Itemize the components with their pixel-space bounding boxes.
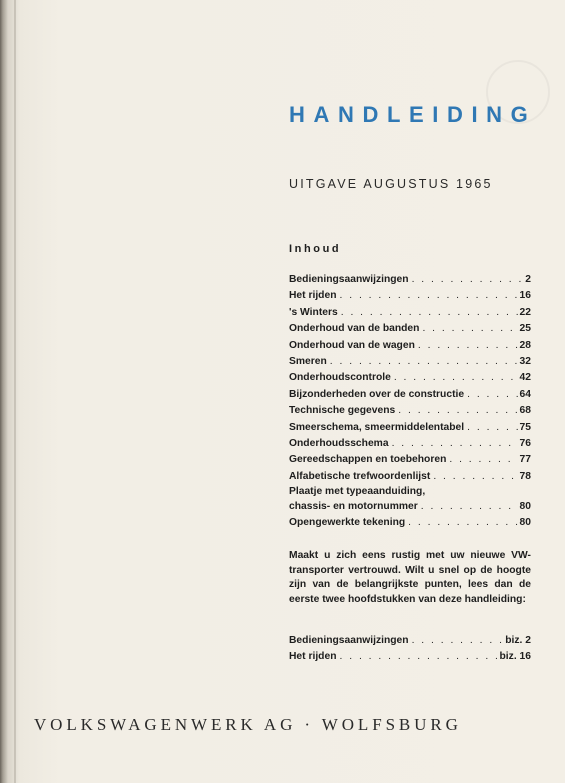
toc-entry[interactable] [289, 305, 531, 321]
toc-entry[interactable] [289, 420, 531, 436]
toc-dot-leader [340, 288, 518, 304]
toc-entry-label: Smeerschema, smeermiddelentabel [289, 421, 465, 433]
toc-entry-page: 80 [519, 517, 531, 529]
toc-dot-leader [398, 403, 517, 419]
toc-entry[interactable] [289, 321, 531, 337]
toc-entry-page: 77 [519, 454, 531, 466]
toc-entry-page: 80 [519, 501, 531, 513]
quick-reference-list [289, 633, 531, 666]
toc-dot-leader [412, 272, 524, 288]
toc-dot-leader [467, 387, 517, 403]
toc-entry[interactable] [289, 469, 531, 485]
toc-entry-page: 68 [519, 405, 531, 417]
toc-dot-leader [421, 499, 518, 515]
toc-entry-page: 42 [519, 372, 531, 384]
toc-entry[interactable] [289, 354, 531, 370]
toc-entry-label: Bijzonderheden over de constructie [289, 388, 465, 400]
toc-dot-leader [418, 338, 518, 354]
toc-entry[interactable] [289, 403, 531, 419]
toc-dot-leader [330, 354, 518, 370]
toc-entry-label: Onderhoudsschema [289, 437, 389, 449]
toc-dot-leader [433, 469, 517, 485]
toc-dot-leader [449, 452, 517, 468]
quick-ref-entry[interactable] [289, 649, 531, 665]
toc-entry-label: Onderhoud van de wagen [289, 339, 415, 351]
toc-entry-page: 75 [519, 421, 531, 433]
quick-ref-page: biz. 16 [499, 651, 531, 663]
toc-entry[interactable] [289, 370, 531, 386]
toc-entry-label: chassis- en motornummer [289, 501, 418, 513]
toc-entry-page: 22 [519, 306, 531, 318]
toc-entry-label: Technische gegevens [289, 405, 396, 417]
toc-entry[interactable] [289, 288, 531, 304]
quick-ref-page: biz. 2 [505, 634, 531, 646]
page-title: HANDLEIDING [289, 102, 537, 127]
toc-entry-page: 2 [525, 273, 531, 285]
toc-entry-page: 28 [519, 339, 531, 351]
toc-entry[interactable] [289, 515, 531, 531]
toc-entry-label: Bedieningsaanwijzingen [289, 273, 409, 285]
publisher-footer: VOLKSWAGENWERK AG · WOLFSBURG [34, 715, 462, 734]
toc-dot-leader [394, 370, 518, 386]
toc-entry-label: Onderhoud van de banden [289, 323, 420, 335]
toc-entry-label: Plaatje met typeaanduiding, [289, 486, 426, 498]
toc-entry-label: 's Winters [289, 306, 338, 318]
quick-ref-label: Bedieningsaanwijzingen [289, 634, 409, 646]
toc-dot-leader [340, 649, 498, 665]
contents-heading: Inhoud [289, 243, 342, 255]
toc-dot-leader [412, 633, 504, 649]
toc-entry-label: Het rijden [289, 290, 337, 302]
toc-dot-leader [408, 515, 517, 531]
toc-entry[interactable] [289, 499, 531, 515]
toc-dot-leader [341, 305, 518, 321]
toc-entry-first-line[interactable] [289, 485, 531, 499]
quick-ref-label: Het rijden [289, 651, 337, 663]
toc-entry-label: Onderhoudscontrole [289, 372, 391, 384]
toc-entry[interactable] [289, 452, 531, 468]
toc-entry-page: 32 [519, 355, 531, 367]
table-of-contents [289, 272, 531, 532]
toc-entry-label: Smeren [289, 355, 327, 367]
toc-entry-label: Opengewerkte tekening [289, 517, 406, 529]
page-binding-edge [14, 0, 16, 783]
toc-entry-page: 78 [519, 470, 531, 482]
toc-dot-leader [467, 420, 517, 436]
toc-entry-label: Gereedschappen en toebehoren [289, 454, 447, 466]
toc-dot-leader [392, 436, 518, 452]
toc-entry[interactable] [289, 338, 531, 354]
toc-entry-label: Alfabetische trefwoordenlijst [289, 470, 431, 482]
toc-entry-page: 76 [519, 437, 531, 449]
toc-entry[interactable] [289, 272, 531, 288]
toc-entry-page: 25 [519, 323, 531, 335]
edition-date: UITGAVE AUGUSTUS 1965 [289, 177, 493, 191]
toc-entry[interactable] [289, 436, 531, 452]
intro-paragraph: Maakt u zich eens rustig met uw nieuwe VW-transporter vertrouwd. Wilt u snel op de hoogte zijn van de belangrijkste punten, lees dan de eerste twee hoofdstukken van deze handleiding: [289, 550, 531, 605]
toc-dot-leader [422, 321, 517, 337]
toc-entry[interactable] [289, 387, 531, 403]
quick-ref-entry[interactable] [289, 633, 531, 649]
toc-entry-page: 64 [519, 388, 531, 400]
toc-entry-page: 16 [519, 290, 531, 302]
